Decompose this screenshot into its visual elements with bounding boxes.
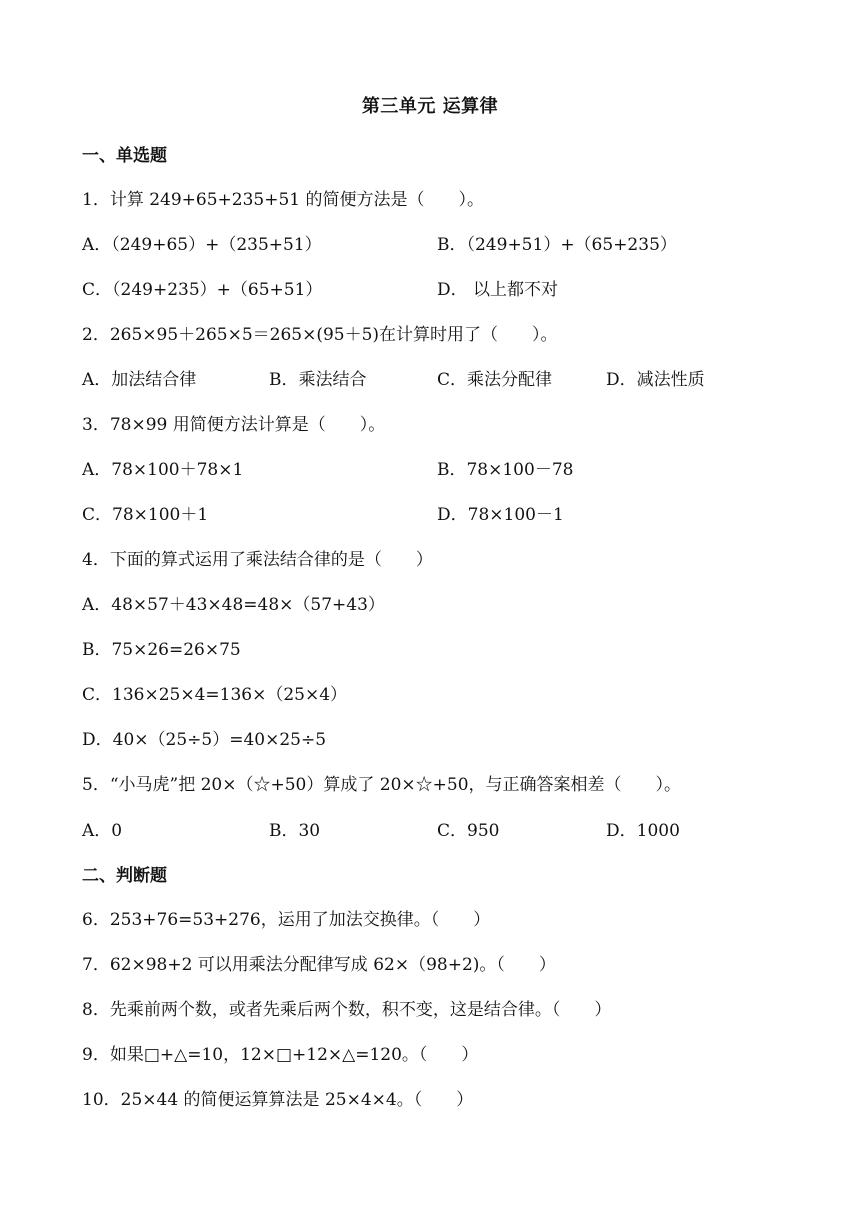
question-5-option-d: D．1000 — [606, 821, 680, 841]
question-5-stem: 5．“小马虎”把 20×（☆+50）算成了 20×☆+50，与正确答案相差（ ）。 — [82, 775, 682, 795]
question-4-stem: 4．下面的算式运用了乘法结合律的是（ ） — [82, 550, 433, 570]
question-1-option-c: C．（249+235）+（65+51） — [82, 280, 323, 300]
question-4-option-b: B．75×26=26×75 — [82, 640, 241, 660]
question-2-option-c: C．乘法分配律 — [437, 370, 553, 390]
question-1-option-a: A．（249+65）+（235+51） — [82, 235, 322, 255]
question-5-option-b: B．30 — [269, 821, 321, 841]
question-5-option-c: C．950 — [437, 821, 500, 841]
question-7: 7．62×98+2 可以用乘法分配律写成 62×（98+2)。（ ） — [82, 955, 556, 975]
question-10: 10．25×44 的简便运算算法是 25×4×4。（ ） — [82, 1090, 474, 1110]
question-3-option-b: B．78×100－78 — [437, 460, 574, 480]
question-2-option-a: A．加法结合律 — [82, 370, 197, 390]
page-title: 第三单元 运算律 — [361, 96, 499, 117]
question-3-stem: 3．78×99 用简便方法计算是（ ）。 — [82, 415, 386, 435]
question-1-stem: 1．计算 249+65+235+51 的简便方法是（ ）。 — [82, 190, 485, 210]
question-6: 6．253+76=53+276，运用了加法交换律。（ ） — [82, 910, 491, 930]
question-3-option-d: D．78×100－1 — [437, 505, 564, 525]
question-9: 9．如果□+△=10，12×□+12×△=120。（ ） — [82, 1045, 479, 1065]
question-2-option-d: D．减法性质 — [606, 370, 705, 390]
question-4-option-c: C．136×25×4=136×（25×4） — [82, 685, 348, 705]
section-heading-judge: 二、判断题 — [82, 866, 167, 886]
section-heading-choice: 一、单选题 — [82, 146, 167, 166]
question-1-option-d: D． 以上都不对 — [437, 280, 559, 300]
question-8: 8．先乘前两个数，或者先乘后两个数，积不变，这是结合律。（ ） — [82, 1000, 612, 1020]
question-2-stem: 2．265×95＋265×5＝265×(95＋5)在计算时用了（ ）。 — [82, 325, 558, 345]
question-1-option-b: B．（249+51）+（65+235） — [437, 235, 677, 255]
question-4-option-a: A．48×57＋43×48=48×（57+43） — [82, 595, 385, 615]
question-2-option-b: B．乘法结合 — [269, 370, 367, 390]
question-3-option-a: A．78×100＋78×1 — [82, 460, 244, 480]
question-3-option-c: C．78×100＋1 — [82, 505, 209, 525]
question-4-option-d: D．40×（25÷5）=40×25÷5 — [82, 730, 327, 750]
question-5-option-a: A．0 — [82, 821, 123, 841]
